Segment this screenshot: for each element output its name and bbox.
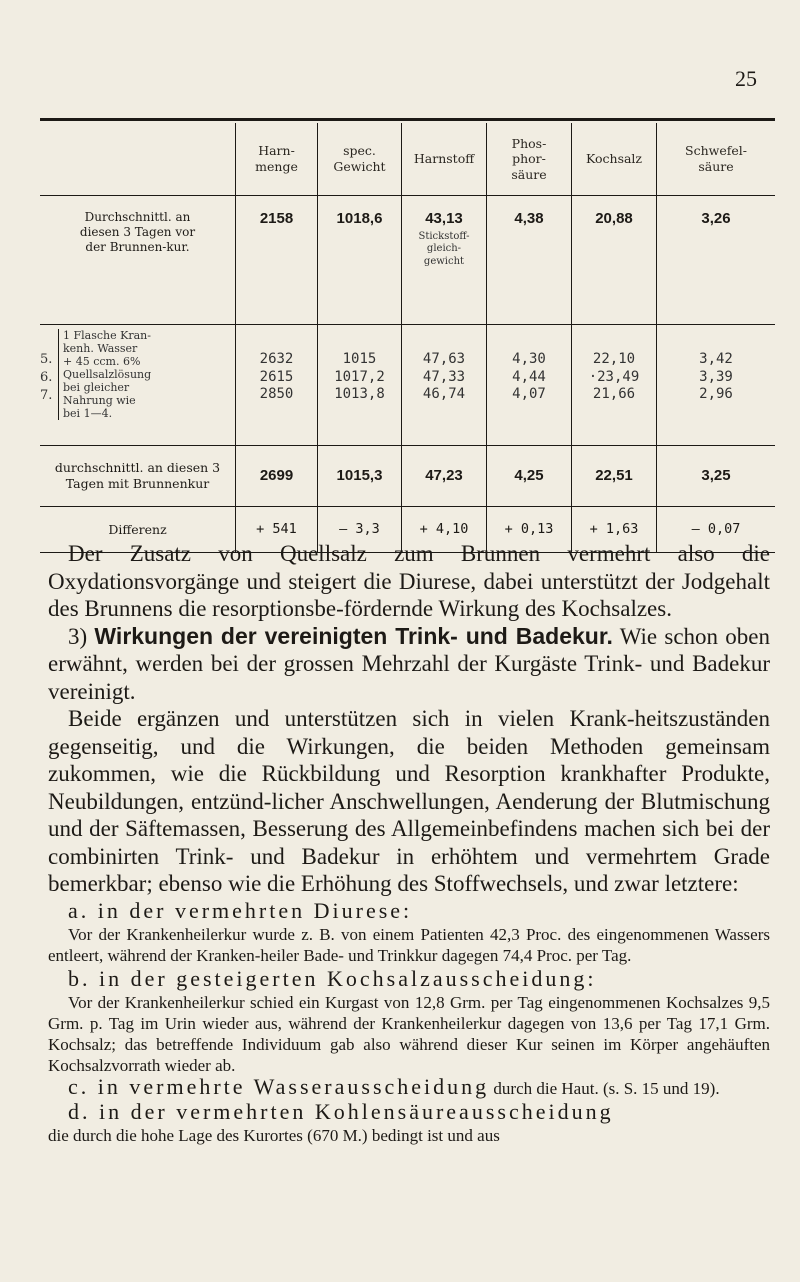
section-number: 3) (68, 623, 88, 649)
day-number: 5. (40, 352, 53, 367)
cell-harnstoff-value: 43,13 (425, 210, 463, 227)
cell-schwefelsaeure-diff: — 0,07 (656, 507, 775, 552)
cell-schwefelsaeure-group: 3,42 3,39 2,96 (656, 325, 775, 445)
item-a-heading: a. in der vermehrten Diurese: (68, 897, 413, 923)
header-kochsalz: Kochsalz (571, 123, 656, 195)
header-harnmenge: Harn- menge (235, 123, 317, 195)
header-schwefelsaeure: Schwefel- säure (656, 123, 775, 195)
cell-harnstoff-diff: + 4,10 (401, 507, 486, 552)
cell-harnstoff: 47,23 (401, 446, 486, 506)
cell-harnmenge-group: 2632 2615 2850 (235, 325, 317, 445)
cell-phosphorsaeure: 4,25 (486, 446, 571, 506)
section-title: Wirkungen der vereinigten Trink- und Badekur. (94, 622, 613, 649)
row-label-with-cure: durchschnittl. an diesen 3 Tagen mit Brunnenkur (54, 460, 221, 491)
item-b-heading: b. in der gesteigerten Kochsalzausscheidung: (68, 965, 597, 991)
page-number: 25 (735, 66, 757, 91)
cell-harnstoff-group: 47,63 47,33 46,74 (401, 325, 486, 445)
cell-spec-gewicht-group: 1015 1017,2 1013,8 (317, 325, 401, 445)
day-number: 7. (40, 388, 53, 403)
day-number: 6. (40, 370, 53, 385)
item-c-text: durch die Haut. (s. S. 15 und 19). (493, 1078, 720, 1098)
table-row-group-5-7 (40, 324, 775, 445)
header-harnstoff: Harnstoff (401, 123, 486, 195)
item-c-heading: c. in vermehrte Wasserausscheidung (68, 1073, 490, 1099)
cell-spec-gewicht: 1018,6 (317, 196, 401, 324)
paragraph-quellsalz: Der Zusatz von Quellsalz zum Brunnen vermehrt also die Oxydationsvorgänge und steigert die Diurese, dabei unterstützt der Jodgehalt des Brunnens die resorptionsbe-fördernde Wirkung des Kochsalzes. (48, 541, 770, 621)
item-c (48, 1073, 770, 1099)
header-blank (40, 123, 235, 195)
header-phosphorsaeure: Phos- phor- säure (486, 123, 571, 195)
paragraph-beide: Beide ergänzen und unterstützen sich in vielen Krank-heitszuständen gegenseitig, und die Wirkungen, die beiden Methoden gemeinsam zukommen, wie die Rückbildung und Resorption krankhafter Produkte, Neubildungen, entzünd-licher Anschwellungen, Aenderung der Blutmischung und der Säftemassen, Besserung des Allgemeinbefindens machen sich bei der combinirten Trink- und Badekur in erhöhtem und vermehrtem Grade bemerkbar; ebenso wie die Erhöhung des Stoffwechsels, und zwar letztere: (48, 706, 770, 896)
cell-schwefelsaeure: 3,26 (656, 196, 775, 324)
row-label-difference: Differenz (108, 521, 167, 537)
header-spec-gewicht: spec. Gewicht (317, 123, 401, 195)
table-header-row (40, 123, 775, 196)
cell-kochsalz-diff: + 1,63 (571, 507, 656, 552)
row-label-before-cure: Durchschnittl. an diesen 3 Tagen vor der Brunnen-kur. (79, 210, 196, 254)
item-a-text: Vor der Krankenheilerkur wurde z. B. von einem Patienten 42,3 Proc. des eingenommenen Wassers entleert, während der Kranken-heiler Bade- und Trinkkur dagegen 74,4 Proc. per Tag. (48, 924, 770, 965)
cell-kochsalz: 22,51 (571, 446, 656, 506)
cell-spec-gewicht-diff: — 3,3 (317, 507, 401, 552)
section-heading-3 (48, 623, 770, 706)
group-label (40, 325, 235, 445)
cell-harnstoff (401, 196, 486, 324)
group-description: 1 Flasche Kran- kenh. Wasser + 45 ccm. 6% Quellsalzlösung bei gleicher Nahrung wie bei 1—4. (58, 329, 151, 420)
cell-phosphorsaeure: 4,38 (486, 196, 571, 324)
cell-kochsalz-group: 22,10 ·23,49 21,66 (571, 325, 656, 445)
group-day-numbers (40, 329, 58, 405)
section-intro: Wie schon oben erwähnt, werden bei der grossen Mehrzahl der Kurgäste Trink- und Badekur vereinigt. (48, 623, 770, 704)
body-text (48, 540, 770, 1146)
cell-harnstoff-note: Stickstoff- gleich- gewicht (418, 230, 470, 267)
item-d-text: die durch die hohe Lage des Kurortes (670 M.) bedingt ist und aus (48, 1125, 500, 1145)
table-row-with-cure (40, 445, 775, 506)
cell-harnmenge-diff: + 541 (235, 507, 317, 552)
cell-phosphorsaeure-group: 4,30 4,44 4,07 (486, 325, 571, 445)
table-row-before-cure (40, 196, 775, 324)
cell-spec-gewicht: 1015,3 (317, 446, 401, 506)
item-d-heading: d. in der vermehrten Kohlensäureausscheidung (68, 1098, 614, 1124)
table-top-rule (40, 118, 775, 121)
urine-analysis-table (40, 118, 775, 553)
cell-schwefelsaeure: 3,25 (656, 446, 775, 506)
cell-harnmenge: 2158 (235, 196, 317, 324)
cell-harnmenge: 2699 (235, 446, 317, 506)
cell-kochsalz: 20,88 (571, 196, 656, 324)
cell-phosphorsaeure-diff: + 0,13 (486, 507, 571, 552)
item-b-text: Vor der Krankenheilerkur schied ein Kurgast von 12,8 Grm. per Tag eingenommenen Kochsalzes 9,5 Grm. p. Tag im Urin wieder aus, während der Krankenheilerkur dagegen von 13,6 per Tag 17,1 Grm. Kochsalz; das betreffende Individuum gab also während dieser Kur seinen im Körper angehäuften Kochsalzvorrath wieder ab. (48, 992, 770, 1075)
